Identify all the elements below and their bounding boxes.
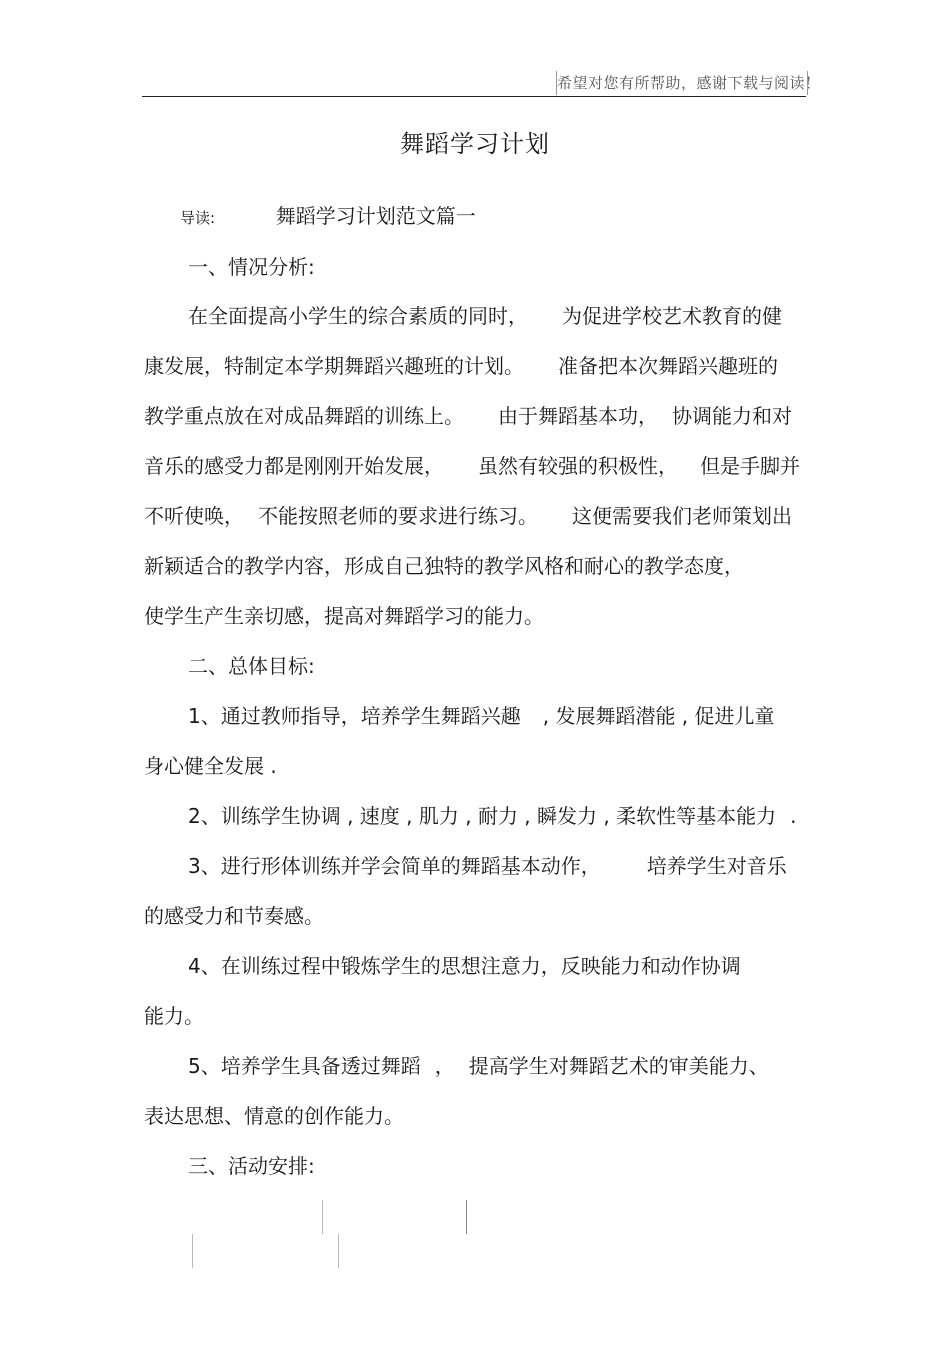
paragraph-line [144, 451, 800, 481]
paragraph-line [144, 351, 778, 381]
list-item: 4、在训练过程中锻炼学生的思想注意力，反映能力和动作协调 [188, 954, 741, 978]
text-run: 1、通过教师指导，培养学生舞蹈兴趣 [188, 704, 521, 728]
text-run: 不听使唤， [144, 504, 244, 528]
list-item [188, 1051, 769, 1081]
table-border-fragment [338, 1234, 339, 1268]
header-note: 希望对您有所帮助，感谢下载与阅读！ [556, 71, 808, 95]
text-run: 但是手脚并 [700, 454, 800, 478]
text-run: 3、进行形体训练并学会简单的舞蹈基本动作， [188, 854, 601, 878]
paragraph-line: 使学生产生亲切感，提高对舞蹈学习的能力。 [144, 604, 544, 628]
text-run: . [790, 804, 797, 828]
paragraph-line [144, 401, 792, 431]
paragraph-line [144, 501, 792, 531]
text-run: 教学重点放在对成品舞蹈的训练上。 [144, 404, 464, 428]
text-run: 协调能力和对 [672, 404, 792, 428]
list-item-continuation: 表达思想、情意的创作能力。 [144, 1104, 404, 1128]
guide-line [180, 201, 476, 233]
section-heading-1: 一、情况分析: [188, 255, 315, 279]
section-heading-3: 三、活动安排: [188, 1154, 315, 1178]
table-border-fragment [466, 1200, 467, 1234]
table-border-fragment [192, 1234, 193, 1268]
list-item [188, 701, 775, 731]
section-heading-2: 二、总体目标: [188, 654, 315, 678]
paragraph-line: 新颖适合的教学内容，形成自己独特的教学风格和耐心的教学态度， [144, 554, 744, 578]
guide-text: 舞蹈学习计划范文篇一 [275, 204, 476, 228]
paragraph-line [188, 301, 782, 331]
text-run: 在全面提高小学生的综合素质的同时， [188, 304, 528, 328]
table-border-fragment [322, 1200, 323, 1234]
text-run: , 发展舞蹈潜能 , 促进儿童 [542, 704, 775, 728]
page-title: 舞蹈学习计划 [400, 130, 550, 158]
text-run: 音乐的感受力都是刚刚开始发展， [144, 454, 444, 478]
text-run: 由于舞蹈基本功， [498, 404, 658, 428]
text-run: 为促进学校艺术教育的健 [562, 304, 782, 328]
text-run: 不能按照老师的要求进行练习。 [258, 504, 538, 528]
text-run: 准备把本次舞蹈兴趣班的 [558, 354, 778, 378]
header-rule [142, 96, 806, 97]
list-item-continuation: 身心健全发展 . [144, 754, 277, 778]
text-run: 5、培养学生具备透过舞蹈 [188, 1054, 421, 1078]
list-item [188, 851, 787, 881]
text-run: 2、训练学生协调 , 速度 , 肌力 , 耐力 , 瞬发力 , 柔软性等基本能力 [188, 804, 777, 828]
text-run: ， [434, 1054, 455, 1078]
text-run: 康发展，特制定本学期舞蹈兴趣班的计划。 [144, 354, 524, 378]
guide-label: 导读: [180, 209, 216, 227]
text-run: 提高学生对舞蹈艺术的审美能力、 [468, 1054, 769, 1078]
text-run: 这便需要我们老师策划出 [572, 504, 792, 528]
list-item [188, 801, 796, 831]
text-run: 培养学生对音乐 [646, 854, 787, 878]
text-run: 虽然有较强的积极性， [478, 454, 678, 478]
list-item-continuation: 能力。 [144, 1004, 204, 1028]
list-item-continuation: 的感受力和节奏感。 [144, 904, 324, 928]
